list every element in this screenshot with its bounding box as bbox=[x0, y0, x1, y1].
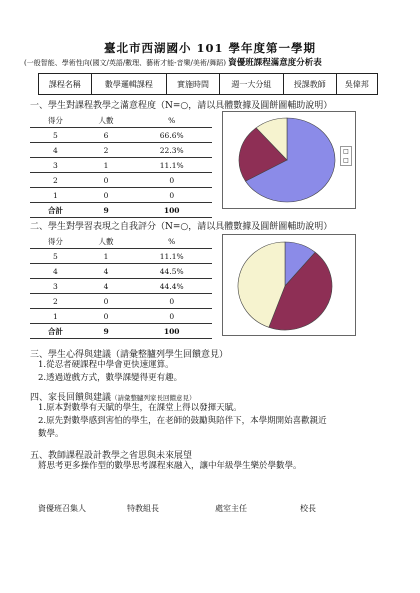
section1-title: 一、學生對課程教學之滿意程度（N=○，請以具體數據及圓餅圖輔助說明） bbox=[30, 101, 333, 111]
course-name-value: 數學邏輯課程 bbox=[91, 74, 166, 95]
table-cell: 2 bbox=[30, 294, 81, 309]
table-cell: 1 bbox=[81, 158, 132, 173]
course-name-label: 課程名稱 bbox=[39, 74, 92, 95]
table-cell: 合計 bbox=[30, 324, 81, 339]
section4-body bbox=[38, 402, 388, 441]
table-cell: 0 bbox=[131, 309, 212, 324]
feedback-line: 2.原先對數學感到害怕的學生，在老師的鼓勵與陪伴下，本學期開始喜歡親近 bbox=[38, 416, 327, 426]
table-header-cell: 人數 bbox=[81, 234, 132, 249]
section4-heading: 四、家長回饋與建議 bbox=[30, 393, 112, 403]
table-cell: 合計 bbox=[30, 203, 81, 218]
course-info-table bbox=[38, 73, 378, 95]
section1-table bbox=[30, 113, 212, 218]
reflection-line: 將思考更多操作型的數學思考課程來融入，讓中年級學生樂於學數學。 bbox=[38, 461, 302, 471]
table-cell: 11.1% bbox=[131, 158, 212, 173]
table-cell: 22.3% bbox=[131, 143, 212, 158]
table-row bbox=[30, 188, 212, 203]
section5-title: 五、教師課程設計教學之省思與未來展望 bbox=[30, 451, 193, 461]
table-row bbox=[30, 309, 212, 324]
section2-chart bbox=[222, 234, 356, 336]
table-cell: 2 bbox=[30, 173, 81, 188]
table-cell: 4 bbox=[81, 279, 132, 294]
table-cell: 1 bbox=[81, 249, 132, 264]
table-cell: 0 bbox=[131, 294, 212, 309]
legend-swatch: □ bbox=[343, 157, 349, 164]
section3-body bbox=[38, 359, 182, 385]
feedback-line: 1.從忍者硬課程中學會更快速運算。 bbox=[38, 360, 174, 370]
table-row bbox=[30, 264, 212, 279]
feedback-line: 1.原本對數學有天賦的學生，在課堂上得以發揮天賦。 bbox=[38, 403, 242, 413]
section5-body bbox=[38, 460, 302, 473]
signature-principal: 校長 bbox=[300, 504, 316, 513]
table-header-row bbox=[30, 113, 212, 128]
subtitle-categories: (一般智能、學術性向(國文/英語/數理、藝術才能-音樂/美術/舞蹈) bbox=[24, 59, 226, 67]
table-cell: 11.1% bbox=[131, 249, 212, 264]
table-cell: 2 bbox=[81, 143, 132, 158]
section1-pie-svg bbox=[223, 112, 355, 208]
table-cell: 100 bbox=[131, 324, 212, 339]
table-row bbox=[30, 143, 212, 158]
section4-note: （請彙整臚列家長回饋意見） bbox=[111, 394, 196, 402]
table-row bbox=[30, 128, 212, 143]
table-cell: 0 bbox=[81, 309, 132, 324]
page-title: 臺北市西湖國小 101 學年度第一學期 bbox=[103, 41, 316, 55]
section1-chart bbox=[222, 111, 356, 209]
table-header-cell: % bbox=[131, 113, 212, 128]
subtitle-form-name: 資優班課程滿意度分析表 bbox=[228, 58, 322, 68]
table-header-cell: % bbox=[131, 234, 212, 249]
section2-table bbox=[30, 234, 212, 339]
feedback-line: 數學。 bbox=[38, 429, 64, 439]
teacher-label: 授課教師 bbox=[283, 74, 336, 95]
table-cell: 1 bbox=[30, 309, 81, 324]
section1-legend bbox=[340, 146, 352, 166]
table-row bbox=[30, 203, 212, 218]
table-cell: 0 bbox=[131, 188, 212, 203]
section3-title: 三、學生心得與建議（請彙整臚列學生回饋意見） bbox=[30, 350, 229, 360]
time-value: 週一大分組 bbox=[219, 74, 283, 95]
table-cell: 0 bbox=[131, 173, 212, 188]
table-row bbox=[30, 279, 212, 294]
table-cell: 0 bbox=[81, 188, 132, 203]
table-cell: 100 bbox=[131, 203, 212, 218]
table-row bbox=[30, 173, 212, 188]
table-cell: 44.5% bbox=[131, 264, 212, 279]
table-cell: 9 bbox=[81, 324, 132, 339]
time-label: 實施時間 bbox=[167, 74, 220, 95]
table-cell: 9 bbox=[81, 203, 132, 218]
table-header-cell: 人數 bbox=[81, 113, 132, 128]
table-row bbox=[30, 158, 212, 173]
section2-pie-svg bbox=[223, 235, 355, 335]
table-cell: 4 bbox=[81, 264, 132, 279]
table-cell: 6 bbox=[81, 128, 132, 143]
teacher-value: 吳偉邦 bbox=[336, 74, 377, 95]
table-cell: 3 bbox=[30, 279, 81, 294]
table-cell: 4 bbox=[30, 264, 81, 279]
table-header-row bbox=[30, 234, 212, 249]
page-subtitle bbox=[24, 56, 322, 68]
table-cell: 66.6% bbox=[131, 128, 212, 143]
table-cell: 5 bbox=[30, 128, 81, 143]
section2-title: 二、學生對學習表現之自我評分（N=○，請以具體數據及圓餅圖輔助說明） bbox=[30, 222, 333, 232]
table-header-cell: 得分 bbox=[30, 113, 81, 128]
signature-special-ed-head: 特教組長 bbox=[127, 504, 159, 513]
signature-office-director: 處室主任 bbox=[215, 504, 247, 513]
table-cell: 3 bbox=[30, 158, 81, 173]
table-cell: 1 bbox=[30, 188, 81, 203]
table-cell: 4 bbox=[30, 143, 81, 158]
table-cell: 0 bbox=[81, 173, 132, 188]
table-cell: 44.4% bbox=[131, 279, 212, 294]
legend-swatch: □ bbox=[343, 148, 349, 155]
signature-convener: 資優班召集人 bbox=[38, 504, 86, 513]
table-cell: 0 bbox=[81, 294, 132, 309]
feedback-line: 2.透過遊戲方式，數學課變得更有趣。 bbox=[38, 373, 183, 383]
table-row bbox=[30, 324, 212, 339]
table-row bbox=[30, 294, 212, 309]
table-header-cell: 得分 bbox=[30, 234, 81, 249]
table-cell: 5 bbox=[30, 249, 81, 264]
table-row bbox=[30, 249, 212, 264]
